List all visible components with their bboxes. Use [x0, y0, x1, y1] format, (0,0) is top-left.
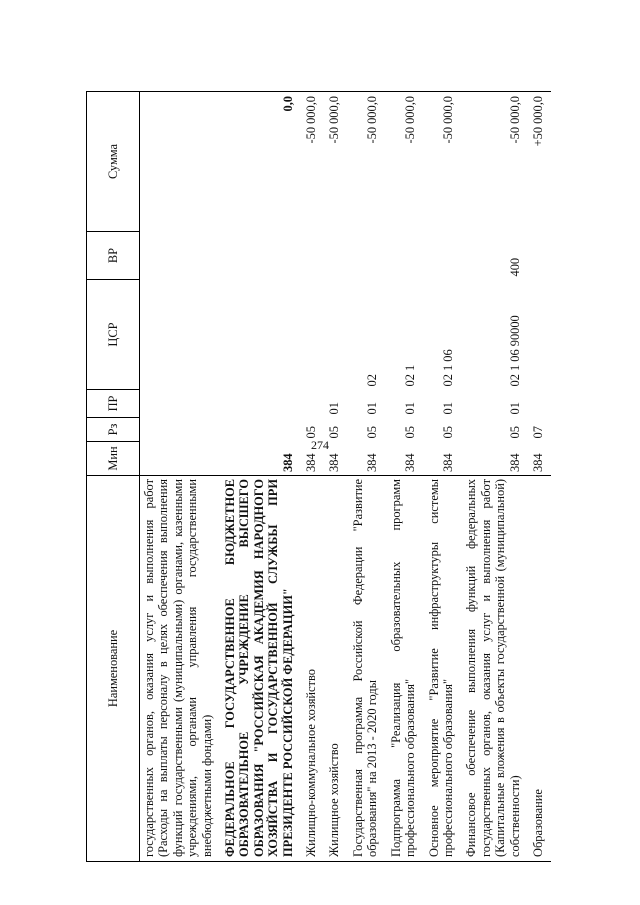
row-sum: -50 000,0 [324, 92, 347, 232]
row-min: 384 [304, 453, 319, 472]
row-pr [528, 390, 551, 418]
header-csr: ЦСР [87, 280, 140, 390]
header-vr: ВР [87, 232, 140, 280]
row-pr: 01 [327, 402, 342, 415]
row-rz: 05 [327, 426, 342, 439]
row-name: Государственная программа Российской Федерации "Развитие образования" на 2013 - 2020 годы [348, 476, 386, 862]
row-csr [301, 280, 324, 390]
row-vr [424, 232, 462, 280]
row-pr: 01 [440, 402, 455, 415]
row-csr [140, 280, 221, 390]
row-sum: -50 000,0 [461, 92, 528, 232]
row-name: Жилищно-коммунальное хозяйство [301, 476, 324, 862]
row-name: Образование [528, 476, 551, 862]
table-row [424, 92, 462, 862]
row-vr [301, 232, 324, 280]
row-csr: 02 1 06 90000 [507, 315, 522, 387]
rotated-table-container [86, 92, 626, 862]
row-csr [324, 280, 347, 390]
table-row [220, 92, 301, 862]
table-row [348, 92, 386, 862]
row-name: Жилищное хозяйство [324, 476, 347, 862]
table-row [386, 92, 424, 862]
row-min: 384 [403, 453, 418, 472]
row-sum [140, 92, 221, 232]
row-vr [528, 232, 551, 280]
header-name: Наименование [87, 476, 140, 862]
row-pr: 01 [403, 402, 418, 415]
table-row [461, 92, 528, 862]
row-rz [140, 418, 221, 442]
table-row [301, 92, 324, 862]
row-vr: 400 [507, 257, 522, 277]
row-pr [140, 390, 221, 418]
row-name: Основное мероприятие "Развитие инфраструктуры системы профессионального образования" [424, 476, 462, 862]
row-sum: 0,0 [220, 92, 301, 232]
row-rz [220, 418, 301, 442]
row-min: 384 [440, 453, 455, 472]
row-name: Подпрограмма "Реализация образовательных программ профессионального образования" [386, 476, 424, 862]
row-sum: -50 000,0 [424, 92, 462, 232]
row-sum: -50 000,0 [348, 92, 386, 232]
row-vr [386, 232, 424, 280]
row-csr: 02 1 06 [440, 349, 455, 387]
row-vr [348, 232, 386, 280]
row-min: 384 [280, 453, 295, 472]
row-pr [220, 390, 301, 418]
row-min: 384 [530, 453, 545, 472]
table-row [324, 92, 347, 862]
row-rz: 07 [530, 426, 545, 439]
budget-table [86, 91, 551, 862]
row-rz: 05 [365, 426, 380, 439]
header-min: Мин [87, 442, 140, 476]
row-min: 384 [507, 453, 522, 472]
row-sum: +50 000,0 [528, 92, 551, 232]
table-row [528, 92, 551, 862]
row-sum: -50 000,0 [386, 92, 424, 232]
row-csr [528, 280, 551, 390]
row-min: 384 [327, 453, 342, 472]
row-pr [301, 390, 324, 418]
row-sum: -50 000,0 [301, 92, 324, 232]
header-rz: Рз [87, 418, 140, 442]
row-rz: 05 [304, 426, 319, 439]
row-pr: 01 [365, 402, 380, 415]
row-rz: 05 [440, 426, 455, 439]
table-row [140, 92, 221, 862]
row-vr [324, 232, 347, 280]
header-pr: ПР [87, 390, 140, 418]
row-csr: 02 [365, 374, 380, 387]
row-csr [220, 280, 301, 390]
row-rz: 05 [507, 426, 522, 439]
row-name: Финансовое обеспечение выполнения функций федеральных государственных органов, оказания услуг и выполнения работ (Капитальные вложения в объекты государственной (муниципальной) собственности) [461, 476, 528, 862]
row-vr [140, 232, 221, 280]
page-number: 274 [311, 438, 329, 452]
row-vr [220, 232, 301, 280]
row-csr: 02 1 [403, 364, 418, 387]
header-sum: Сумма [87, 92, 140, 232]
row-name: ФЕДЕРАЛЬНОЕ ГОСУДАРСТВЕННОЕ БЮДЖЕТНОЕ ОБРАЗОВАТЕЛЬНОЕ УЧРЕЖДЕНИЕ ВЫСШЕГО ОБРАЗОВАНИЯ "РОССИЙСКАЯ АКАДЕМИЯ НАРОДНОГО ХОЗЯЙСТВА И ГОСУДАРСТВЕННОЙ СЛУЖБЫ ПРИ ПРЕЗИДЕНТЕ РОССИЙСКОЙ ФЕДЕРАЦИИ" [220, 476, 301, 862]
row-name: государственных органов, оказания услуг и выполнения работ (Расходы на выплаты персоналу в целях обеспечения выполнения функций государственными (муниципальными) органами, казенными учреждениями, органами управления государственными внебюджетными фондами) [140, 476, 221, 862]
row-pr: 01 [507, 402, 522, 415]
row-rz: 05 [403, 426, 418, 439]
row-min [140, 442, 221, 476]
header-row [87, 92, 140, 862]
row-min: 384 [365, 453, 380, 472]
